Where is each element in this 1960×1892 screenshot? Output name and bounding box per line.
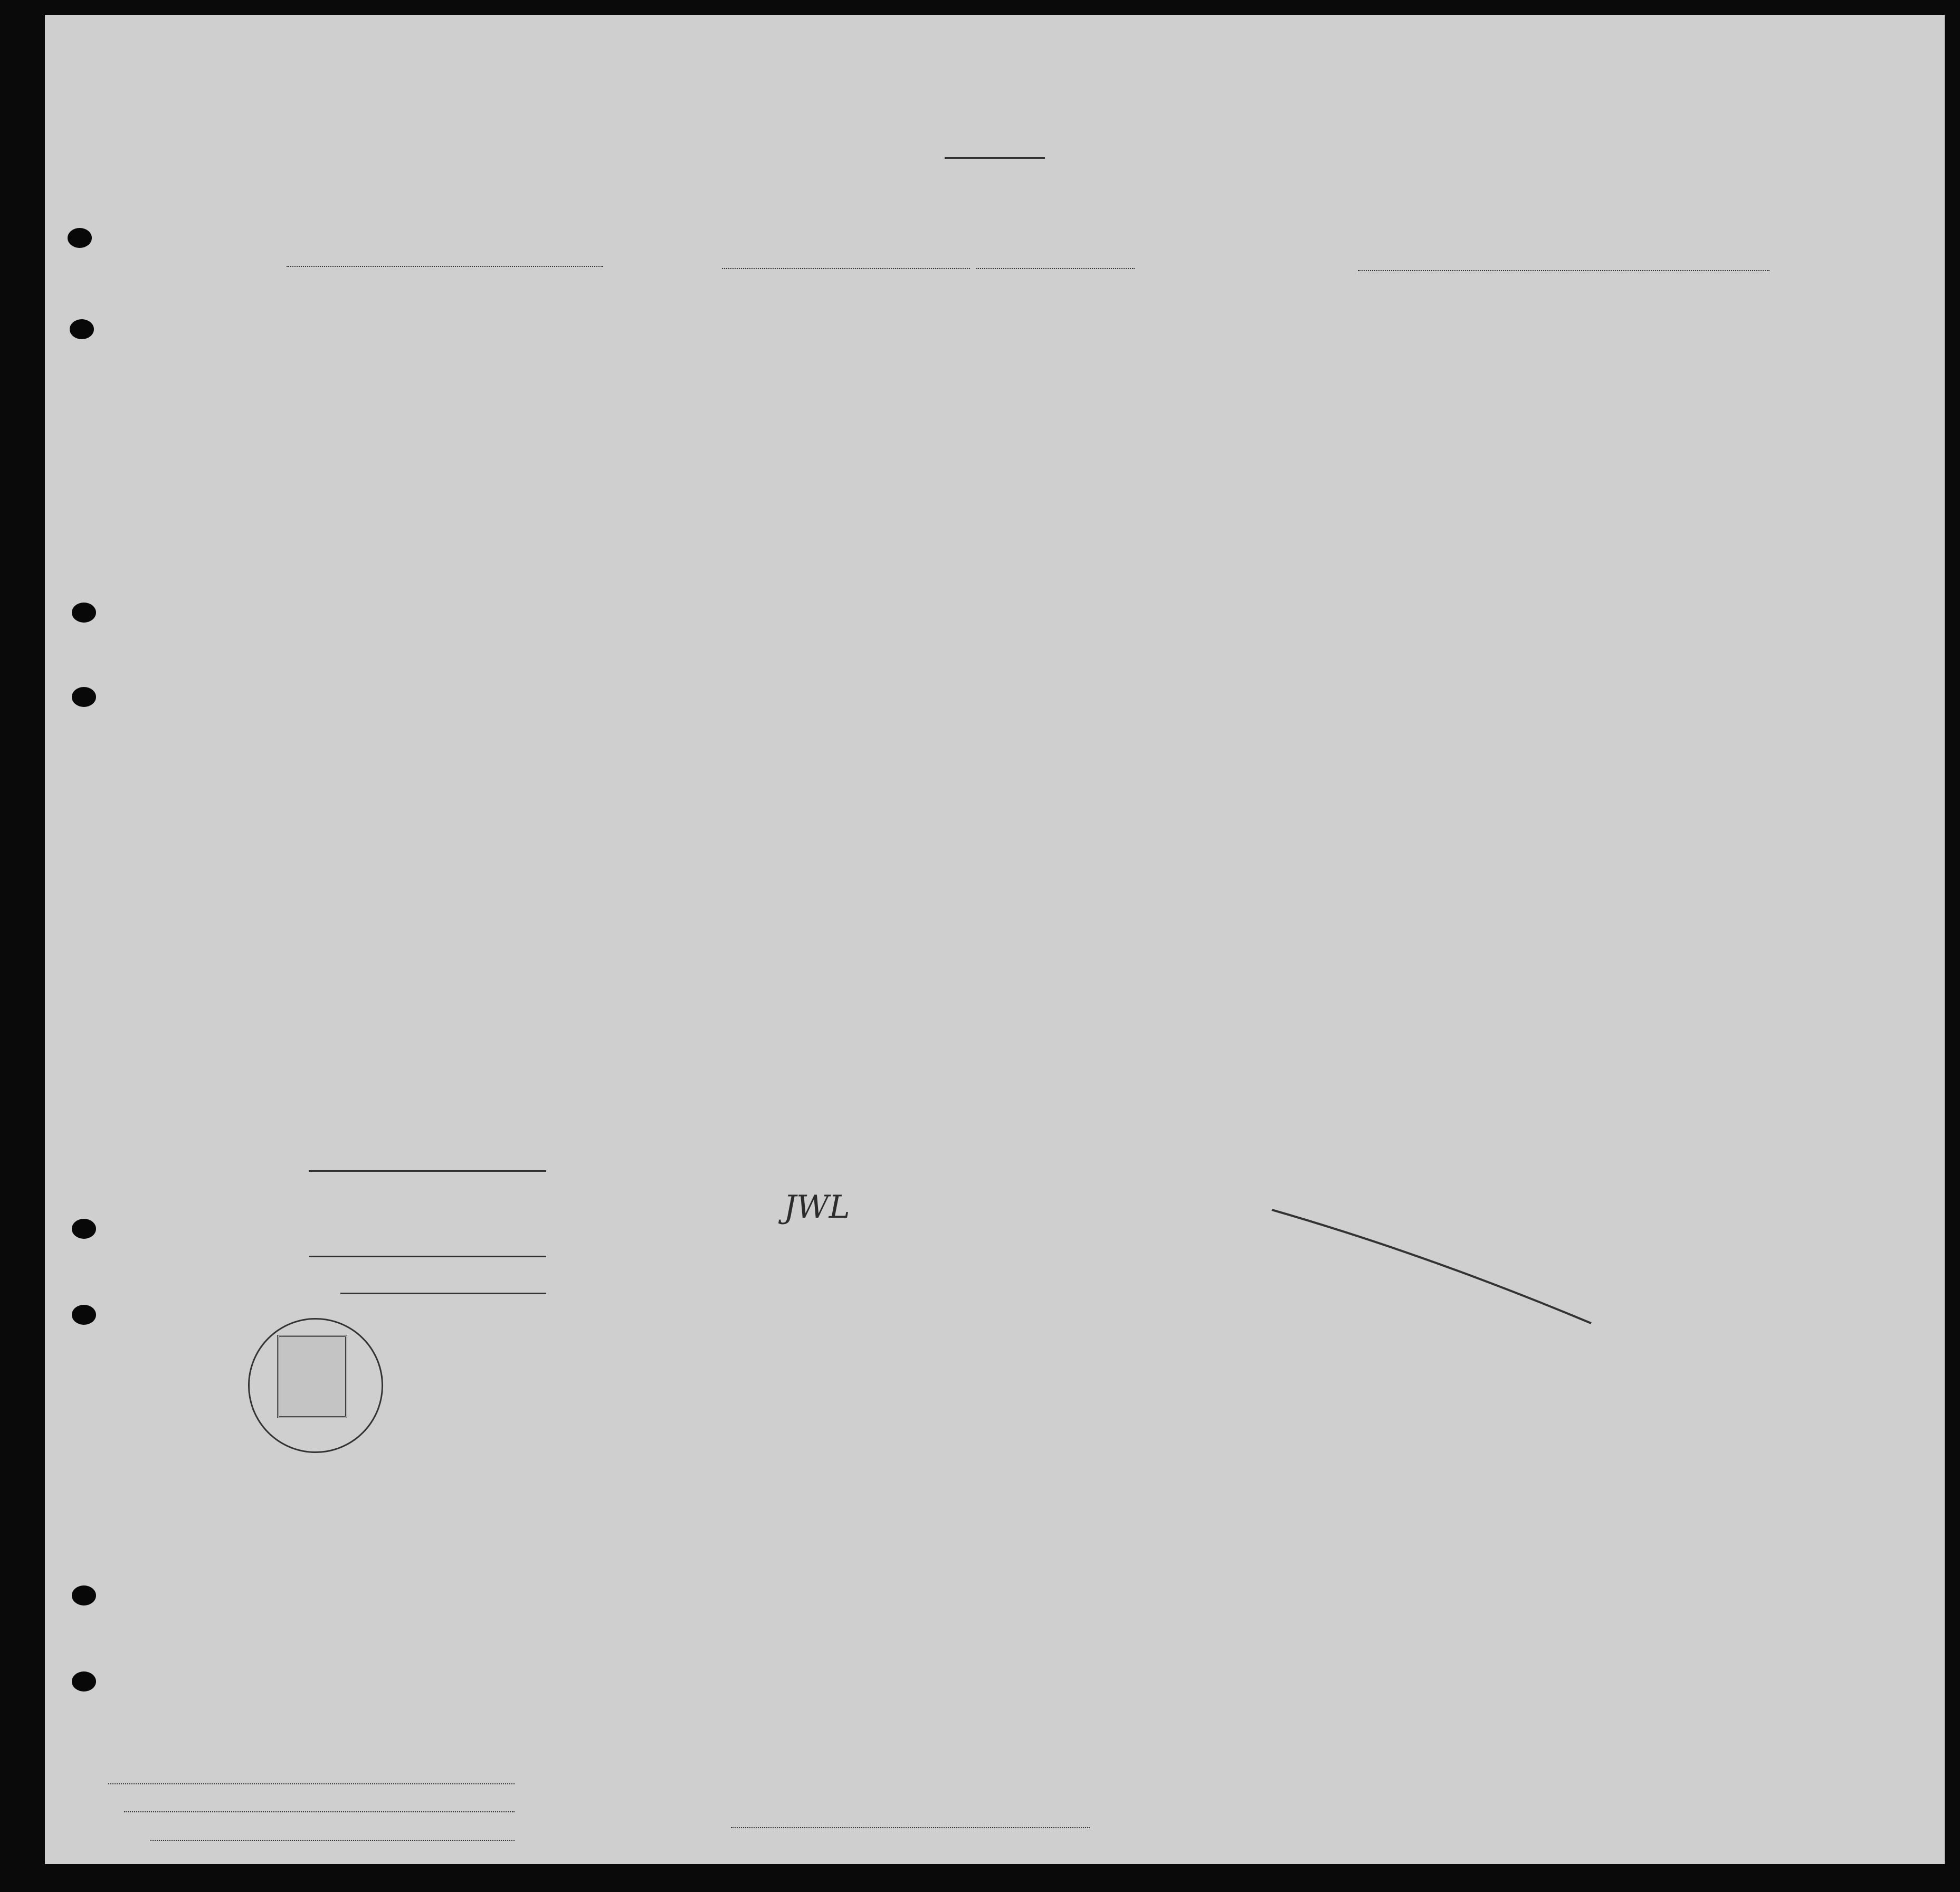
inspector-rule	[731, 1827, 1090, 1828]
city-rule	[309, 1170, 546, 1172]
id-card-checkmarks	[557, 400, 715, 1102]
manifest-sheet	[45, 15, 1945, 1864]
consulate-seal	[248, 1318, 383, 1453]
consular-visa-stamp	[224, 1091, 646, 1460]
manifest-grid	[45, 288, 1945, 1754]
from-port-underline	[1358, 270, 1769, 271]
footer-owners-rule	[124, 1811, 515, 1812]
arrival-underline	[722, 268, 970, 269]
footer-line-rule	[108, 1783, 515, 1784]
binder-hole	[72, 1305, 96, 1325]
binder-hole	[72, 1219, 96, 1239]
binder-hole	[72, 1671, 96, 1692]
binder-hole	[72, 687, 96, 707]
vessel-line	[45, 243, 1945, 274]
sheet-number	[1723, 97, 1734, 112]
visa-initials: JWL	[784, 1189, 850, 1226]
consul-rule	[340, 1293, 546, 1294]
binder-hole	[72, 603, 96, 623]
binder-hole	[68, 228, 92, 248]
vessel-underline	[287, 266, 603, 267]
binder-hole	[72, 1585, 96, 1606]
footer-agents-rule	[150, 1840, 515, 1841]
signature-flourish	[1269, 1207, 1596, 1329]
via-rule	[309, 1256, 546, 1257]
title-divider	[945, 157, 1045, 159]
binder-hole	[70, 319, 94, 339]
date-underline	[976, 268, 1135, 269]
